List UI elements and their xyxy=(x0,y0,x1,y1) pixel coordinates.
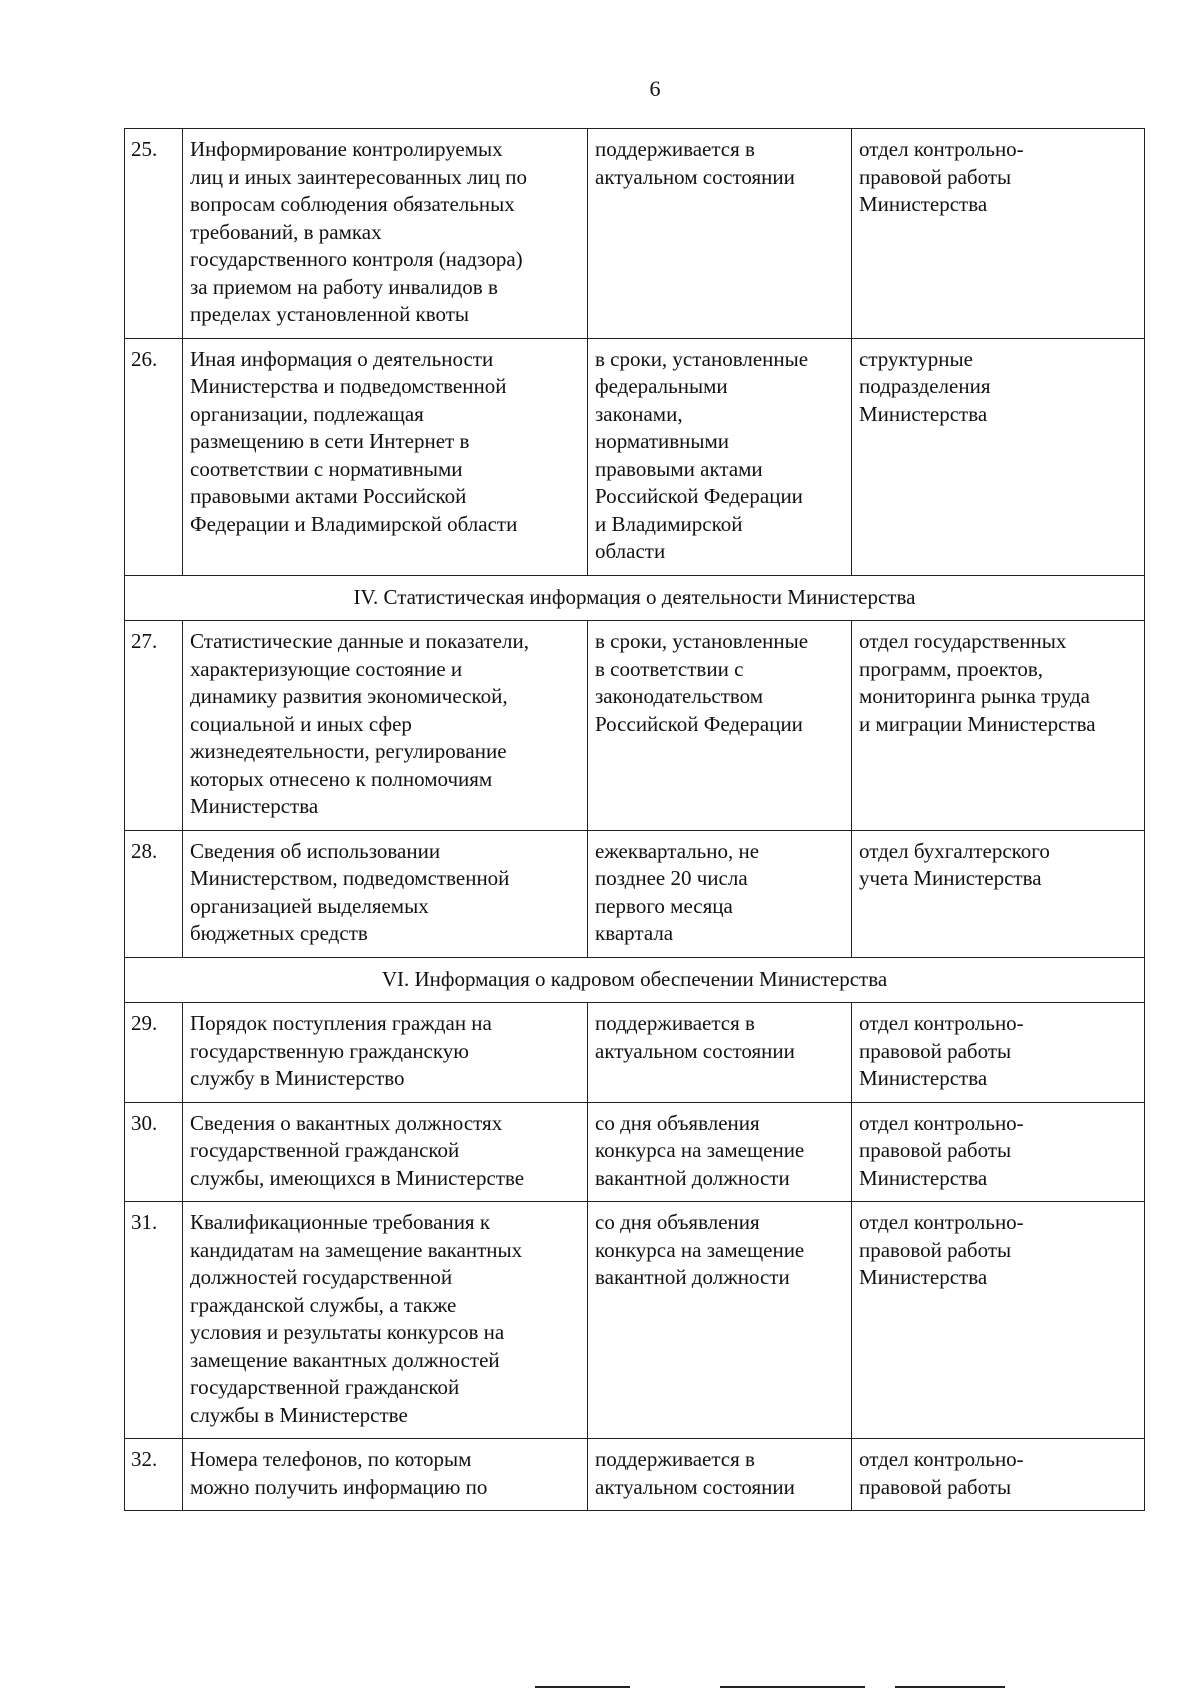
section-heading: IV. Статистическая информация о деятельности Министерства xyxy=(125,575,1145,621)
responsible-unit: отдел государственных программ, проектов, мониторинга рынка труда и миграции Министерства xyxy=(852,621,1145,831)
footer-mark xyxy=(720,1686,865,1688)
responsible-unit: отдел бухгалтерского учета Министерства xyxy=(852,830,1145,957)
section-row xyxy=(125,957,1145,1003)
publication-period: поддерживается в актуальном состоянии xyxy=(588,129,852,339)
responsible-unit: отдел контрольно- правовой работы Министерства xyxy=(852,129,1145,339)
publication-period: ежеквартально, не позднее 20 числа первого месяца квартала xyxy=(588,830,852,957)
publication-period: в сроки, установленные в соответствии с законодательством Российской Федерации xyxy=(588,621,852,831)
info-description: Номера телефонов, по которым можно получить информацию по xyxy=(183,1439,588,1511)
responsible-unit: отдел контрольно- правовой работы Министерства xyxy=(852,1202,1145,1439)
page-number: 6 xyxy=(649,76,661,101)
publication-period: со дня объявления конкурса на замещение вакантной должности xyxy=(588,1102,852,1202)
row-number: 25. xyxy=(125,129,183,339)
publication-period: в сроки, установленные федеральными законами, нормативными правовыми актами Российской Федерации и Владимирской области xyxy=(588,338,852,575)
responsible-unit: отдел контрольно- правовой работы xyxy=(852,1439,1145,1511)
responsible-unit: структурные подразделения Министерства xyxy=(852,338,1145,575)
info-description: Квалификационные требования к кандидатам на замещение вакантных должностей государственной гражданской службы, а также условия и результаты конкурсов на замещение вакантных должностей государственной гражданской службы в Министерстве xyxy=(183,1202,588,1439)
publication-period: со дня объявления конкурса на замещение вакантной должности xyxy=(588,1202,852,1439)
info-description: Иная информация о деятельности Министерства и подведомственной организации, подлежащая размещению в сети Интернет в соответствии с нормативными правовыми актами Российской Федерации и Владимирской области xyxy=(183,338,588,575)
table-row xyxy=(125,1202,1145,1439)
responsible-unit: отдел контрольно- правовой работы Министерства xyxy=(852,1003,1145,1103)
table-row xyxy=(125,1439,1145,1511)
row-number: 32. xyxy=(125,1439,183,1511)
row-number: 27. xyxy=(125,621,183,831)
footer-mark xyxy=(535,1686,630,1688)
info-description: Статистические данные и показатели, характеризующие состояние и динамику развития экономической, социальной и иных сфер жизнедеятельности, регулирование которых отнесено к полномочиям Министерства xyxy=(183,621,588,831)
section-row xyxy=(125,575,1145,621)
section-heading: VI. Информация о кадровом обеспечении Министерства xyxy=(125,957,1145,1003)
responsible-unit: отдел контрольно- правовой работы Министерства xyxy=(852,1102,1145,1202)
publication-period: поддерживается в актуальном состоянии xyxy=(588,1439,852,1511)
table-row xyxy=(125,1102,1145,1202)
table-row xyxy=(125,621,1145,831)
footer-mark xyxy=(895,1686,1005,1688)
information-table xyxy=(124,128,1145,1511)
row-number: 29. xyxy=(125,1003,183,1103)
table-row xyxy=(125,830,1145,957)
info-description: Информирование контролируемых лиц и иных заинтересованных лиц по вопросам соблюдения обязательных требований, в рамках государственного контроля (надзора) за приемом на работу инвалидов в пределах установленной квоты xyxy=(183,129,588,339)
table-row xyxy=(125,129,1145,339)
footer-scan-marks xyxy=(0,1686,1200,1690)
info-description: Сведения о вакантных должностях государственной гражданской службы, имеющихся в Министерстве xyxy=(183,1102,588,1202)
table-row xyxy=(125,1003,1145,1103)
table-row xyxy=(125,338,1145,575)
row-number: 26. xyxy=(125,338,183,575)
row-number: 30. xyxy=(125,1102,183,1202)
publication-period: поддерживается в актуальном состоянии xyxy=(588,1003,852,1103)
info-description: Порядок поступления граждан на государственную гражданскую службу в Министерство xyxy=(183,1003,588,1103)
row-number: 31. xyxy=(125,1202,183,1439)
row-number: 28. xyxy=(125,830,183,957)
info-description: Сведения об использовании Министерством, подведомственной организацией выделяемых бюджетных средств xyxy=(183,830,588,957)
